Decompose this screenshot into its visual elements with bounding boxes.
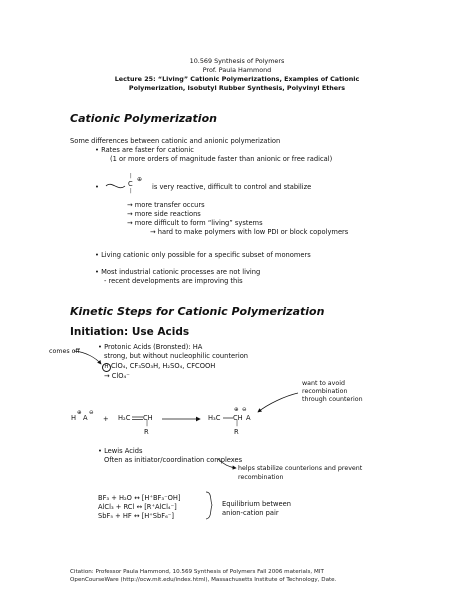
bond-bar-bottom: | [130,188,132,194]
carbocation-plus-charge: ⊕ [137,176,143,183]
reactant-h-charge: ⊕ [77,410,82,416]
equation-sbf5: SbF₅ + HF ↔ [H⁺SbF₆⁻] [98,512,174,520]
bond-bar-top: | [130,173,132,179]
citation-line1: Citation: Professor Paula Hammond, 10.569 Synthesis of Polymers Fall 2006 materials, MIT [70,569,324,575]
carbocation-c: C [128,180,133,188]
bullet-industrial: • Most industrial cationic processes are not living [95,268,261,276]
want-avoid-label: want to avoid [302,380,345,387]
reactant-h: H [71,414,77,422]
acid-list-text: ClO₄, CF₃SO₃H, H₂SO₄, CFCOOH [111,362,216,370]
equilibrium-brace [206,492,212,519]
intro-text: Some differences between cationic and anionic polymerization [70,137,281,145]
professor-name: Prof. Paula Hammond [202,66,272,74]
helps-stabilize-label: helps stabilize counterions and prevent [238,465,363,472]
helps-recombination-label: recombination [238,474,284,481]
reactant-a: A [83,414,88,422]
comes-off-label: comes off [49,348,80,355]
bullet-lewis-text: Lewis Acids [104,447,143,455]
reactant-a-charge: ⊖ [89,410,94,416]
lewis-sub: Often as initiator/coordination complexes [104,456,243,464]
lecture-title-line1: Lecture 25: “Living” Cationic Polymerizations, Examples of Cationic [114,75,360,83]
arrow-side-reactions: → more side reactions [127,210,201,218]
product-a: A [246,414,251,422]
recombination-label: recombination [302,388,348,395]
bullet-reactive-text: is very reactive, difficult to control and stabilize [152,183,312,191]
bullet-carbocation-dot: • [95,183,99,191]
lecture-title-line2: Polymerization, Isobutyl Rubber Synthesis, Polyvinyl Ethers [128,84,346,92]
monomer-h2c: H₂C [118,414,131,422]
arrow-transfer: → more transfer occurs [127,201,205,209]
product-ch-charge: ⊕ [234,407,239,413]
protonic-sub: strong, but without nucleophilic counterion [104,352,249,360]
product-h3c: H₃C [208,414,221,422]
arrow-low-pdi: → hard to make polymers with low PDI or block copolymers [150,228,349,236]
bullet-living: • Living cationic only possible for a specific subset of monomers [95,251,311,259]
plus-sign: + [103,415,109,423]
bullet-lewis: • Lewis Acids [98,447,143,455]
product-a-charge: ⊖ [242,407,247,413]
bullet-rates-text: Rates are faster for cationic [101,146,194,154]
equation-alcl3: AlCl₃ + RCl ↔ [R⁺AlCl₄⁻] [98,503,177,511]
through-counterion-label: through counterion [302,396,363,403]
monomer-bar: | [146,420,149,427]
clo4-anion: → ClO₄⁻ [104,372,130,380]
avoid-recombination-arrow [258,393,298,412]
subtitle-initiation: Initiation: Use Acids [70,326,190,338]
bullet-protonic-text: Protonic Acids (Bronsted): HA [104,343,203,351]
course-title: 10.569 Synthesis of Polymers [189,57,285,65]
polymer-chain-squiggle [106,184,125,187]
section-title-kinetic: Kinetic Steps for Cationic Polymerization [70,305,325,318]
acid-list [102,362,215,372]
bullet-industrial-text: Most industrial cationic processes are not living [101,268,261,276]
section-title-cationic: Cationic Polymerization [70,112,217,125]
equilibrium-label: Equilibrium between [222,500,291,508]
monomer-ch: CH [143,414,153,422]
product-r: R [234,428,239,436]
bullet-rates: • Rates are faster for cationic [95,146,194,154]
citation-line2: OpenCourseWare (http://ocw.mit.edu/index.html), Massachusetts Institute of Technology, Date. [70,577,337,583]
product-bar: | [236,420,239,427]
bullet-industrial-sub: - recent developments are improving this [104,277,243,285]
product-ch: CH [233,414,243,422]
equation-bf3: BF₃ + H₂O ↔ [H⁺BF₃⁻OH] [98,494,181,502]
acid-h-circled: H [102,363,111,372]
bullet-living-text: Living cationic only possible for a specific subset of monomers [101,251,311,259]
equilibrium-label-2: anion-cation pair [222,509,279,517]
monomer-r: R [144,428,149,436]
arrow-living: → more difficult to form “living” systems [127,219,263,227]
bullet-protonic: • Protonic Acids (Bronsted): HA [98,343,203,351]
bullet-rates-sub: (1 or more orders of magnitude faster than anionic or free radical) [110,155,333,163]
